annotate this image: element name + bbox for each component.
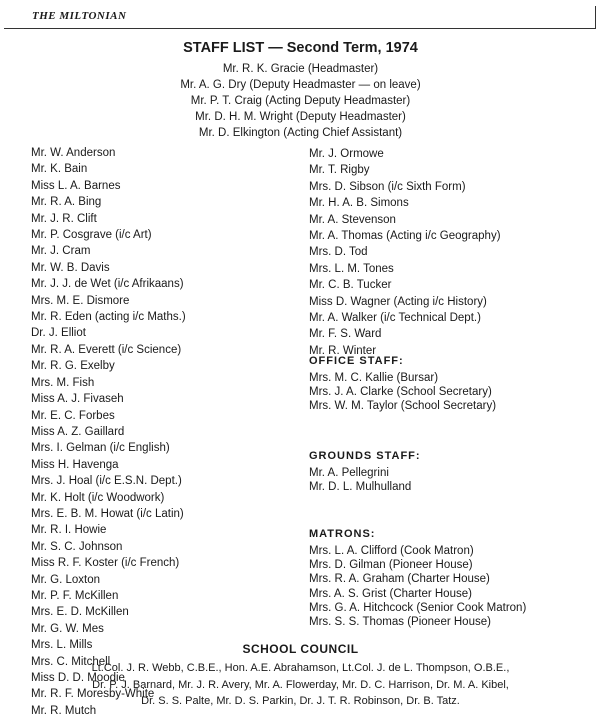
staff-entry: Mr. P. F. McKillen [31, 589, 119, 602]
page-title: STAFF LIST — Second Term, 1974 [183, 40, 418, 56]
matron-entry: Mrs. S. S. Thomas (Pioneer House) [309, 616, 491, 629]
staff-entry: Miss A. J. Fivaseh [31, 393, 124, 406]
staff-entry: Mr. J. J. de Wet (i/c Afrikaans) [31, 278, 184, 291]
matron-entry: Mrs. D. Gilman (Pioneer House) [309, 559, 473, 572]
staff-entry: Mr. J. Cram [31, 245, 91, 258]
staff-entry: Dr. J. Elliot [31, 327, 86, 340]
matron-entry: Mrs. G. A. Hitchcock (Senior Cook Matron) [309, 601, 527, 614]
staff-entry: Mr. G. Loxton [31, 573, 101, 586]
staff-entry: Mr. P. Cosgrave (i/c Art) [31, 229, 152, 242]
staff-entry: Mr. W. Anderson [31, 147, 116, 159]
staff-entry: Mr. W. B. Davis [31, 261, 110, 274]
staff-list-left-column [31, 145, 186, 719]
council-line: Dr. S. S. Palte, Mr. D. S. Parkin, Dr. J. T. R. Robinson, Dr. B. Tatz. [141, 695, 460, 707]
staff-entry: Mr. R. Winter [309, 344, 377, 357]
staff-entry: Mr. R. Mutch [31, 704, 97, 717]
office-staff-entry: Mrs. W. M. Taylor (School Secretary) [309, 400, 497, 413]
school-council-members [0, 660, 601, 710]
staff-entry: Mrs. J. Hoal (i/c E.S.N. Dept.) [31, 475, 182, 488]
staff-entry: Miss D. Wagner (Acting i/c History) [309, 295, 487, 308]
grounds-staff-entry: Mr. D. L. Mulhulland [309, 481, 412, 494]
staff-entry: Mr. A. Stevenson [309, 213, 396, 226]
council-line: Lt.Col. J. R. Webb, C.B.E., Hon. A.E. Abrahamson, Lt.Col. J. de L. Thompson, O.B.E., [91, 662, 510, 674]
office-staff-list [309, 371, 496, 414]
staff-entry: Mr. G. W. Mes [31, 622, 104, 635]
office-staff-entry: Mrs. M. C. Kallie (Bursar) [309, 372, 439, 384]
staff-entry: Mrs. I. Gelman (i/c English) [31, 442, 170, 455]
staff-entry: Mrs. M. Fish [31, 376, 95, 389]
grounds-staff-section [309, 450, 421, 494]
office-staff-section [309, 355, 496, 414]
staff-entry: Mr. H. A. B. Simons [309, 197, 409, 210]
staff-entry: Mrs. C. Mitchell [31, 655, 111, 668]
school-council-heading: SCHOOL COUNCIL [242, 642, 359, 656]
staff-entry: Mr. A. Thomas (Acting i/c Geography) [309, 230, 501, 243]
senior-staff-list [0, 61, 601, 141]
staff-entry: Mr. E. C. Forbes [31, 409, 115, 422]
staff-entry: Mr. C. B. Tucker [309, 279, 392, 292]
staff-entry: Mr. R. F. Moresby-White [31, 688, 155, 701]
staff-entry: Mr. K. Bain [31, 163, 88, 176]
staff-entry: Miss R. F. Koster (i/c French) [31, 557, 180, 570]
grounds-staff-heading: GROUNDS STAFF: [309, 450, 421, 462]
staff-entry: Mrs. E. B. M. Howat (i/c Latin) [31, 507, 184, 520]
matron-entry: Mrs. R. A. Graham (Charter House) [309, 573, 490, 586]
staff-entry: Miss D. D. Moodie [31, 672, 125, 684]
staff-entry: Mr. R. A. Bing [31, 196, 102, 209]
publication-name: THE MILTONIAN [32, 10, 127, 22]
staff-entry: Mrs. L. M. Tones [309, 262, 394, 275]
grounds-staff-list [309, 466, 421, 494]
staff-entry: Miss A. Z. Gaillard [31, 425, 125, 438]
grounds-staff-entry: Mr. A. Pellegrini [309, 467, 389, 479]
senior-staff-entry: Mr. R. K. Gracie (Headmaster) [222, 63, 379, 75]
staff-entry: Miss H. Havenga [31, 458, 119, 471]
senior-staff-entry: Mr. P. T. Craig (Acting Deputy Headmaster) [190, 95, 411, 107]
staff-entry: Mr. R. Eden (acting i/c Maths.) [31, 311, 186, 324]
staff-entry: Mr. R. A. Everett (i/c Science) [31, 343, 182, 356]
matron-entry: Mrs. A. S. Grist (Charter House) [309, 587, 472, 600]
senior-staff-entry: Mr. D. H. M. Wright (Deputy Headmaster) [195, 111, 406, 123]
staff-entry: Mr. J. Ormowe [309, 148, 384, 160]
staff-entry: Mrs. L. Mills [31, 639, 93, 652]
office-staff-heading: OFFICE STAFF: [309, 355, 404, 367]
header-corner-rule [595, 6, 596, 28]
staff-entry: Mr. J. R. Clift [31, 212, 97, 225]
matrons-heading: MATRONS: [309, 528, 376, 540]
matrons-section [309, 528, 526, 629]
staff-entry: Mr. A. Walker (i/c Technical Dept.) [309, 312, 481, 325]
staff-entry: Mrs. M. E. Dismore [31, 294, 130, 307]
staff-entry: Mr. F. S. Ward [309, 328, 382, 341]
staff-list-right-column [309, 146, 501, 359]
running-header [4, 6, 596, 29]
staff-entry: Mrs. E. D. McKillen [31, 606, 129, 619]
matron-entry: Mrs. L. A. Clifford (Cook Matron) [309, 545, 474, 557]
matrons-list [309, 544, 526, 629]
staff-entry: Miss L. A. Barnes [31, 179, 121, 192]
staff-entry: Mrs. D. Sibson (i/c Sixth Form) [309, 180, 466, 193]
staff-entry: Mr. R. I. Howie [31, 524, 107, 537]
staff-entry: Mrs. D. Tod [309, 246, 368, 259]
senior-staff-entry: Mr. D. Elkington (Acting Chief Assistant) [198, 127, 403, 139]
council-line: Dr. P. J. Barnard, Mr. J. R. Avery, Mr. A. Flowerday, Mr. D. C. Harrison, Dr. M. A. Kibel, [92, 678, 509, 691]
staff-entry: Mr. R. G. Exelby [31, 360, 115, 373]
staff-entry: Mr. K. Holt (i/c Woodwork) [31, 491, 165, 504]
staff-entry: Mr. S. C. Johnson [31, 540, 123, 553]
senior-staff-entry: Mr. A. G. Dry (Deputy Headmaster — on leave) [180, 79, 421, 91]
office-staff-entry: Mrs. J. A. Clarke (School Secretary) [309, 386, 492, 399]
staff-entry: Mr. T. Rigby [309, 164, 370, 177]
